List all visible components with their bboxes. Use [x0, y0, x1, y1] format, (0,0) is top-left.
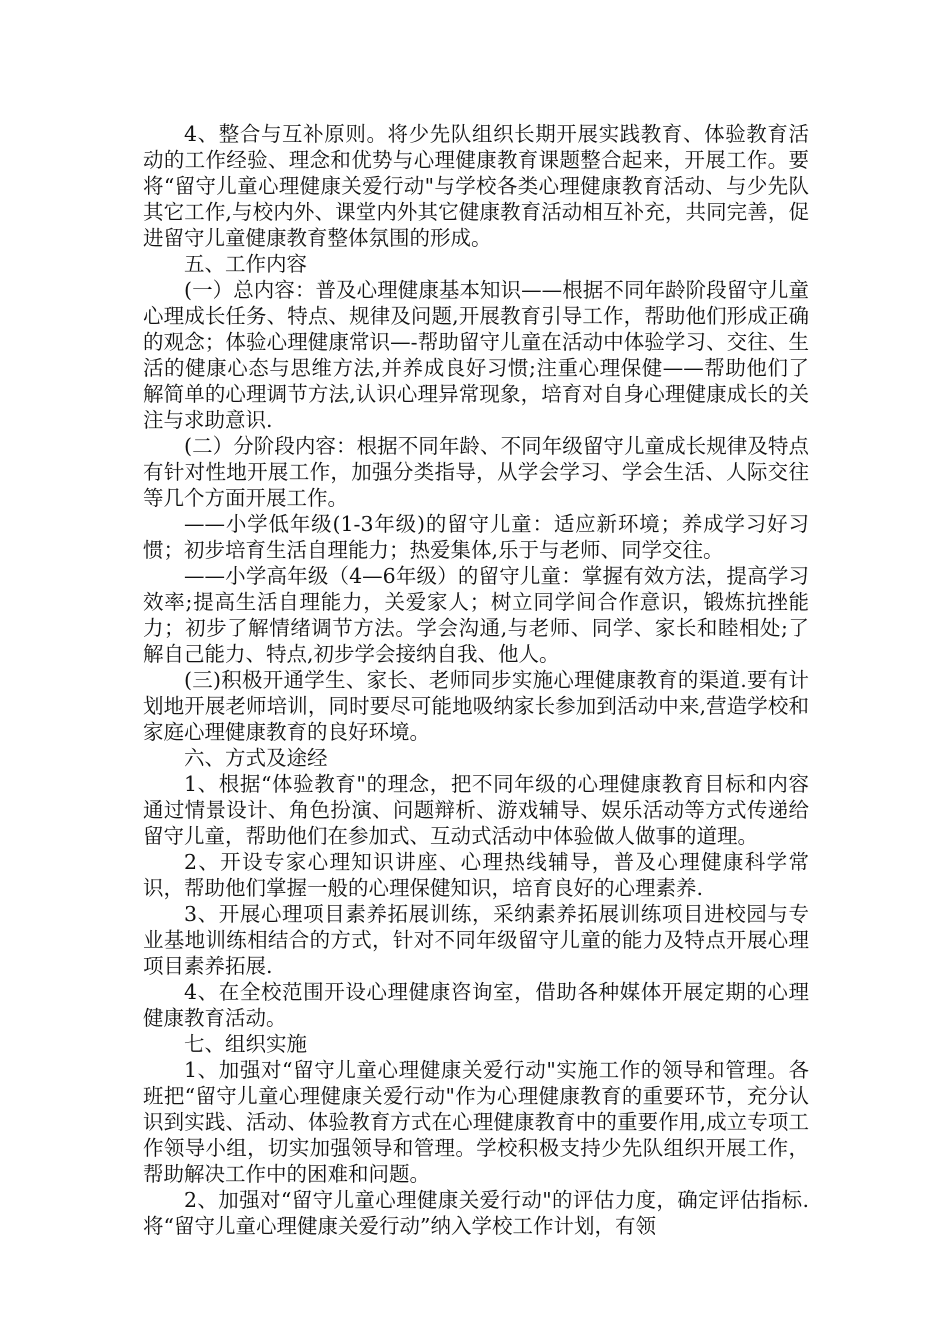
heading-organization: 七、组织实施: [184, 1032, 307, 1056]
heading-methods: 六、方式及途经: [184, 746, 328, 770]
paragraph-general-content: (一）总内容：普及心理健康基本知识——根据不同年龄阶段留守儿童心理成长任务、特点、规律及问题,开展教育引导工作，帮助他们形成正确的观念；体验心理健康常识—-帮助留守儿童在活动中体验学习、交往、生活的健康心态与思维方法,并养成良好习惯;注重心理保健——帮助他们了解简单的心理调节方法,认识心理异常现象，培育对自身心理健康成长的关注与求助意识.: [143, 278, 809, 432]
paragraph-upper-grades: ——小学高年级（4—6年级）的留守儿童：掌握有效方法，提高学习效率;提高生活自理能力，关爱家人；树立同学间合作意识，锻炼抗挫能力；初步了解情绪调节方法。学会沟通,与老师、同学、家长和睦相处;了解自己能力、特点,初步学会接纳自我、他人。: [143, 564, 809, 666]
document-body: [143, 121, 809, 1239]
paragraph-organization-1: 1、加强对“留守儿童心理健康关爱行动"实施工作的领导和管理。各班把“留守儿童心理健康关爱行动"作为心理健康教育的重要环节，充分认识到实践、活动、体验教育方式在心理健康教育中的重要作用,成立专项工作领导小组，切实加强领导和管理。学校积极支持少先队组织开展工作，帮助解决工作中的困难和问题。: [143, 1058, 809, 1186]
paragraph-method-1: 1、根据“体验教育"的理念，把不同年级的心理健康教育目标和内容通过情景设计、角色扮演、问题辩析、游戏辅导、娱乐活动等方式传递给留守儿童，帮助他们在参加式、互动式活动中体验做人做事的道理。: [143, 772, 809, 848]
paragraph-organization-2: 2、加强对“留守儿童心理健康关爱行动"的评估力度，确定评估指标.将“留守儿童心理健康关爱行动”纳入学校工作计划，有领: [143, 1188, 809, 1238]
paragraph-method-4: 4、在全校范围开设心理健康咨询室，借助各种媒体开展定期的心理健康教育活动。: [143, 980, 809, 1030]
paragraph-method-3: 3、开展心理项目素养拓展训练，采纳素养拓展训练项目进校园与专业基地训练相结合的方式，针对不同年级留守儿童的能力及特点开展心理项目素养拓展.: [143, 902, 809, 978]
paragraph-lower-grades: ——小学低年级(1-3年级)的留守儿童：适应新环境；养成学习好习惯；初步培育生活自理能力；热爱集体,乐于与老师、同学交往。: [143, 512, 809, 562]
paragraph-channels: (三)积极开通学生、家长、老师同步实施心理健康教育的渠道.要有计划地开展老师培训，同时要尽可能地吸纳家长参加到活动中来,营造学校和家庭心理健康教育的良好环境。: [143, 668, 809, 744]
heading-work-content: 五、工作内容: [184, 252, 307, 276]
paragraph-stage-content: (二）分阶段内容：根据不同年龄、不同年级留守儿童成长规律及特点有针对性地开展工作，加强分类指导，从学会学习、学会生活、人际交往等几个方面开展工作。: [143, 434, 809, 510]
paragraph-principle-4: 4、整合与互补原则。将少先队组织长期开展实践教育、体验教育活动的工作经验、理念和优势与心理健康教育课题整合起来，开展工作。要将“留守儿童心理健康关爱行动"与学校各类心理健康教育活动、与少先队其它工作,与校内外、课堂内外其它健康教育活动相互补充，共同完善，促进留守儿童健康教育整体氛围的形成。: [143, 122, 809, 250]
paragraph-method-2: 2、开设专家心理知识讲座、心理热线辅导，普及心理健康科学常识，帮助他们掌握一般的心理保健知识，培育良好的心理素养.: [143, 850, 809, 900]
